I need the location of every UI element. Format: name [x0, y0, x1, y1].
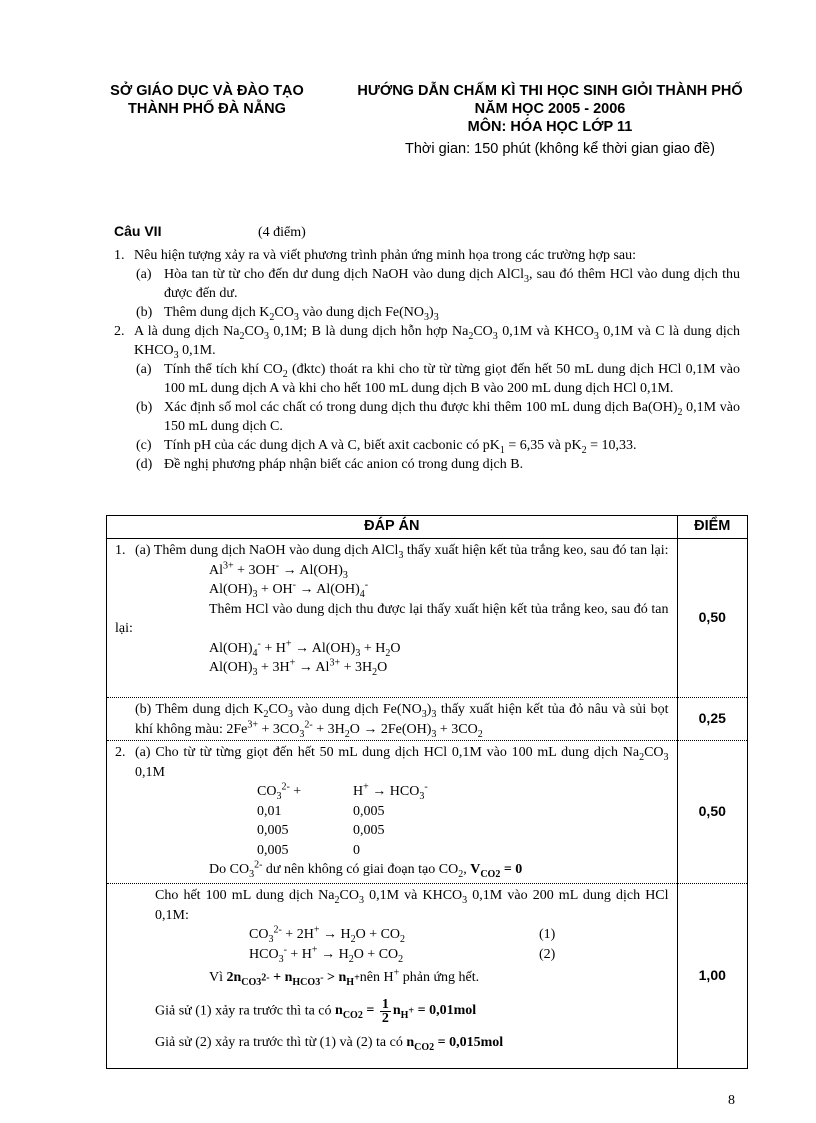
question-1: 1. Nêu hiện tượng xảy ra và viết phương trình phản ứng minh họa trong các trường hợp sau:	[114, 248, 637, 263]
question-2c: (c) Tính pH của các dung dịch A và C, biết axit cacbonic có $pK_1 = 6,35$ và $pK_2 = 10,33$.	[136, 438, 637, 456]
points-column-header: ĐIỂM	[677, 516, 747, 539]
exam-time: Thời gian: 150 phút (không kể thời gian giao đề)	[404, 141, 716, 157]
question-body	[114, 246, 740, 474]
question-2b: (b) Xác định số mol các chất có trong dung dịch thu được khi thêm 100 mL dung dịch $Ba(OH)_2$ 0,1M vào 150 mL dung dịch C.	[136, 400, 740, 434]
question-1a: (a) Hòa tan từ từ cho đến dư dung dịch NaOH vào dung dịch AlCl$_3$, sau đó thêm HCl vào dung dịch thu được đến dư.	[136, 267, 740, 301]
exam-header	[330, 82, 770, 136]
points-cell: 0,50	[677, 539, 747, 698]
question-2a: (a) Tính thể tích khí $CO_2$ (đktc) thoát ra khi cho từ từ từng giọt đến hết 50 mL dung dịch HCl 0,1M vào 100 mL dung dịch A và khi cho hết 100 mL dung dịch B vào 200 mL dung dịch HCl 0,1M.	[136, 362, 740, 396]
subject: MÔN: HÓA HỌC LỚP 11	[467, 119, 633, 135]
table-row: (b) Thêm dung dịch $K_2CO_3$ vào dung dịch $Fe(NO_3)_3$ thấy xuất hiện kết tủa đỏ nâu và sủi bọt khí không màu: $2Fe^{3+} + 3CO_3^{2-} + 3H_2O \to 2Fe(OH)_3 + 3CO_2$ 0,25	[107, 698, 748, 741]
question-2: 2. A là dung dịch $Na_2CO_3$ 0,1M; B là dung dịch hỗn hợp $Na_2CO_3$ 0,1M và $KHCO_3$ 0,1M và C là dung dịch $KHCO_3$ 0,1M.	[114, 324, 740, 361]
page-number: 8	[728, 1093, 735, 1108]
table-header	[107, 516, 748, 539]
points-cell: 0,25	[677, 698, 747, 741]
answer-table	[106, 515, 748, 1069]
table-row: 2. (a) Cho từ từ từng giọt đến hết 50 mL dung dịch HCl 0,1M vào 100 mL dung dịch $Na_2CO_3$ 0,1M $CO_3^{2-}$ + $H^+ \to HCO_3^-$ 0,01 0,005 0,005 0,005 0,005 0 Do $CO_3^{2-}$ dư nên không có giai đoạn tạo $CO_2$, $V_{CO2} = 0$ 0,50	[107, 741, 748, 884]
school-year: NĂM HỌC 2005 - 2006	[474, 101, 626, 117]
table-row: 1. (a) Thêm dung dịch NaOH vào dung dịch AlCl$_3$ thấy xuất hiện kết tủa trắng keo, sau đó tan lại: $Al^{3+} + 3OH^- \to Al(OH)_3$ $Al(OH)_3 + OH^- \to Al(OH)_4^-$ Thêm HCl vào dung dịch thu được lại thấy xuất hiện kết tủa trắng keo, sau đó tan lại: $Al(OH)_4^- + H^+ \to Al(OH)_3 + H_2O$ $Al(OH)_3 + 3H^+ \to Al^{3+} + 3H_2O$ 0,50	[107, 539, 748, 698]
question-1b: (b) Thêm dung dịch $K_2CO_3$ vào dung dịch $Fe(NO_3)_3$	[136, 305, 439, 323]
exam-title: HƯỚNG DẪN CHẤM KÌ THI HỌC SINH GIỎI THÀNH PHỐ	[357, 83, 743, 99]
question-points: (4 điểm)	[258, 225, 306, 240]
points-cell: 0,50	[677, 741, 747, 884]
fraction-one-half: $\frac{1}{2}$	[381, 996, 389, 1026]
department-name: SỞ GIÁO DỤC VÀ ĐÀO TẠO	[110, 83, 304, 99]
city-name: THÀNH PHỐ ĐÀ NẴNG	[128, 101, 286, 117]
department-header	[82, 82, 332, 118]
points-cell: 1,00	[677, 884, 747, 1069]
question-title: Câu VII	[114, 223, 162, 239]
answer-column-header: ĐÁP ÁN	[107, 516, 678, 539]
table-row: Cho hết 100 mL dung dịch $Na_2CO_3$ 0,1M và $KHCO_3$ 0,1M vào 200 mL dung dịch HCl 0,1M: $CO_3^{2-} + 2H^+ \to H_2O + CO_2$ (1) $HCO_3^- + H^+ \to H_2O + CO_2$ (2) Vì $2n_{CO3^{2-}} + n_{HCO3^-}$ > $n_{H^+}nên$ H+ phản ứng hết. Giả sử (1) xảy ra trước thì ta có $n_{CO2}$ = $\frac{1}{2}$ $n_{H^+} = 0,01mol$ Giả sử (2) xảy ra trước thì từ (1) và (2) ta có $n_{CO2} = 0,015mol$ 1,00	[107, 884, 748, 1069]
question-2d: (d) Đề nghị phương pháp nhận biết các anion có trong dung dịch B.	[136, 457, 524, 472]
